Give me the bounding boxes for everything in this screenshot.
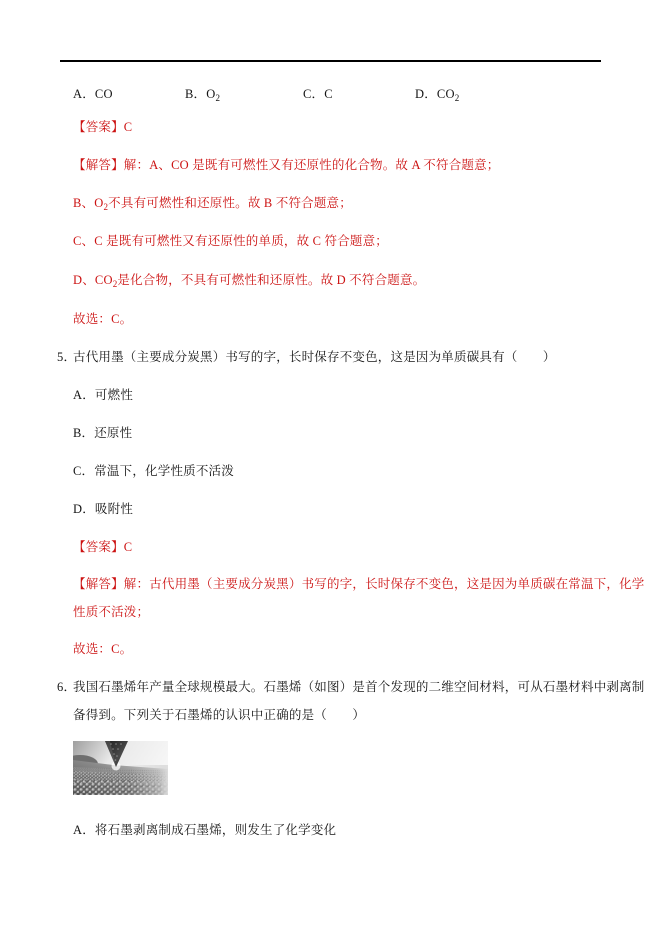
graphene-image: [73, 741, 168, 795]
q6-stem-line1: 我国石墨烯年产量全球规模最大。石墨烯（如图）是首个发现的二维空间材料，可从石墨材料中剥离制: [73, 680, 645, 694]
q4-option-d-label: D．CO: [415, 87, 455, 101]
q4-explanation-b: [73, 196, 352, 212]
q4-conclusion: 故选：C。: [73, 312, 133, 326]
q4-answer: 【答案】C: [73, 120, 133, 134]
q4-option-b-label: B．O: [185, 87, 216, 101]
q5-explanation-line1: 【解答】解：古代用墨（主要成分炭黑）书写的字，长时保存不变色，这是因为单质碳在常温下，化学: [73, 577, 645, 591]
q4-explanation-d-pre: D、CO: [73, 273, 113, 287]
q4-option-c-label: C．C: [303, 87, 333, 101]
q4-explanation-d: [73, 273, 425, 289]
q6-option-a: A．将石墨剥离制成石墨烯，则发生了化学变化: [73, 823, 337, 837]
q5-number: 5．: [57, 350, 77, 364]
q4-option-d: [415, 87, 459, 103]
q4-option-a: [73, 87, 113, 103]
q4-explanation-d-post: 是化合物，不具有可燃性和还原性。故 D 不符合题意。: [117, 273, 426, 287]
q4-explanation-b-subscript: 2: [103, 202, 109, 212]
q5-stem: 古代用墨（主要成分炭黑）书写的字，长时保存不变色，这是因为单质碳具有（ ）: [73, 350, 556, 364]
q6-number: 6．: [57, 680, 77, 694]
q4-option-b: [185, 87, 220, 103]
q4-explanation-a: 【解答】解：A、CO 是既有可燃性又有还原性的化合物。故 A 不符合题意；: [73, 158, 500, 172]
q6-stem-line2: 备得到。下列关于石墨烯的认识中正确的是（ ）: [73, 708, 366, 722]
q5-option-a: A．可燃性: [73, 388, 134, 402]
q4-explanation-d-subscript: 2: [112, 279, 118, 289]
q5-answer: 【答案】C: [73, 540, 133, 554]
q5-option-b: B．还原性: [73, 426, 133, 440]
q4-option-c: [303, 87, 333, 103]
q4-explanation-b-post: 不具有可燃性和还原性。故 B 不符合题意；: [108, 196, 352, 210]
header-rule: [60, 60, 601, 62]
q5-explanation-line2: 性质不活泼；: [73, 605, 150, 619]
q4-explanation-c: C、C 是既有可燃性又有还原性的单质，故 C 符合题意；: [73, 234, 388, 248]
q4-option-b-subscript: 2: [215, 93, 221, 103]
q5-conclusion: 故选：C。: [73, 642, 133, 656]
q4-option-d-subscript: 2: [454, 93, 460, 103]
q4-explanation-b-pre: B、O: [73, 196, 104, 210]
q5-option-c: C．常温下，化学性质不活泼: [73, 464, 234, 478]
q5-option-d: D．吸附性: [73, 502, 134, 516]
q4-option-a-label: A．CO: [73, 87, 113, 101]
